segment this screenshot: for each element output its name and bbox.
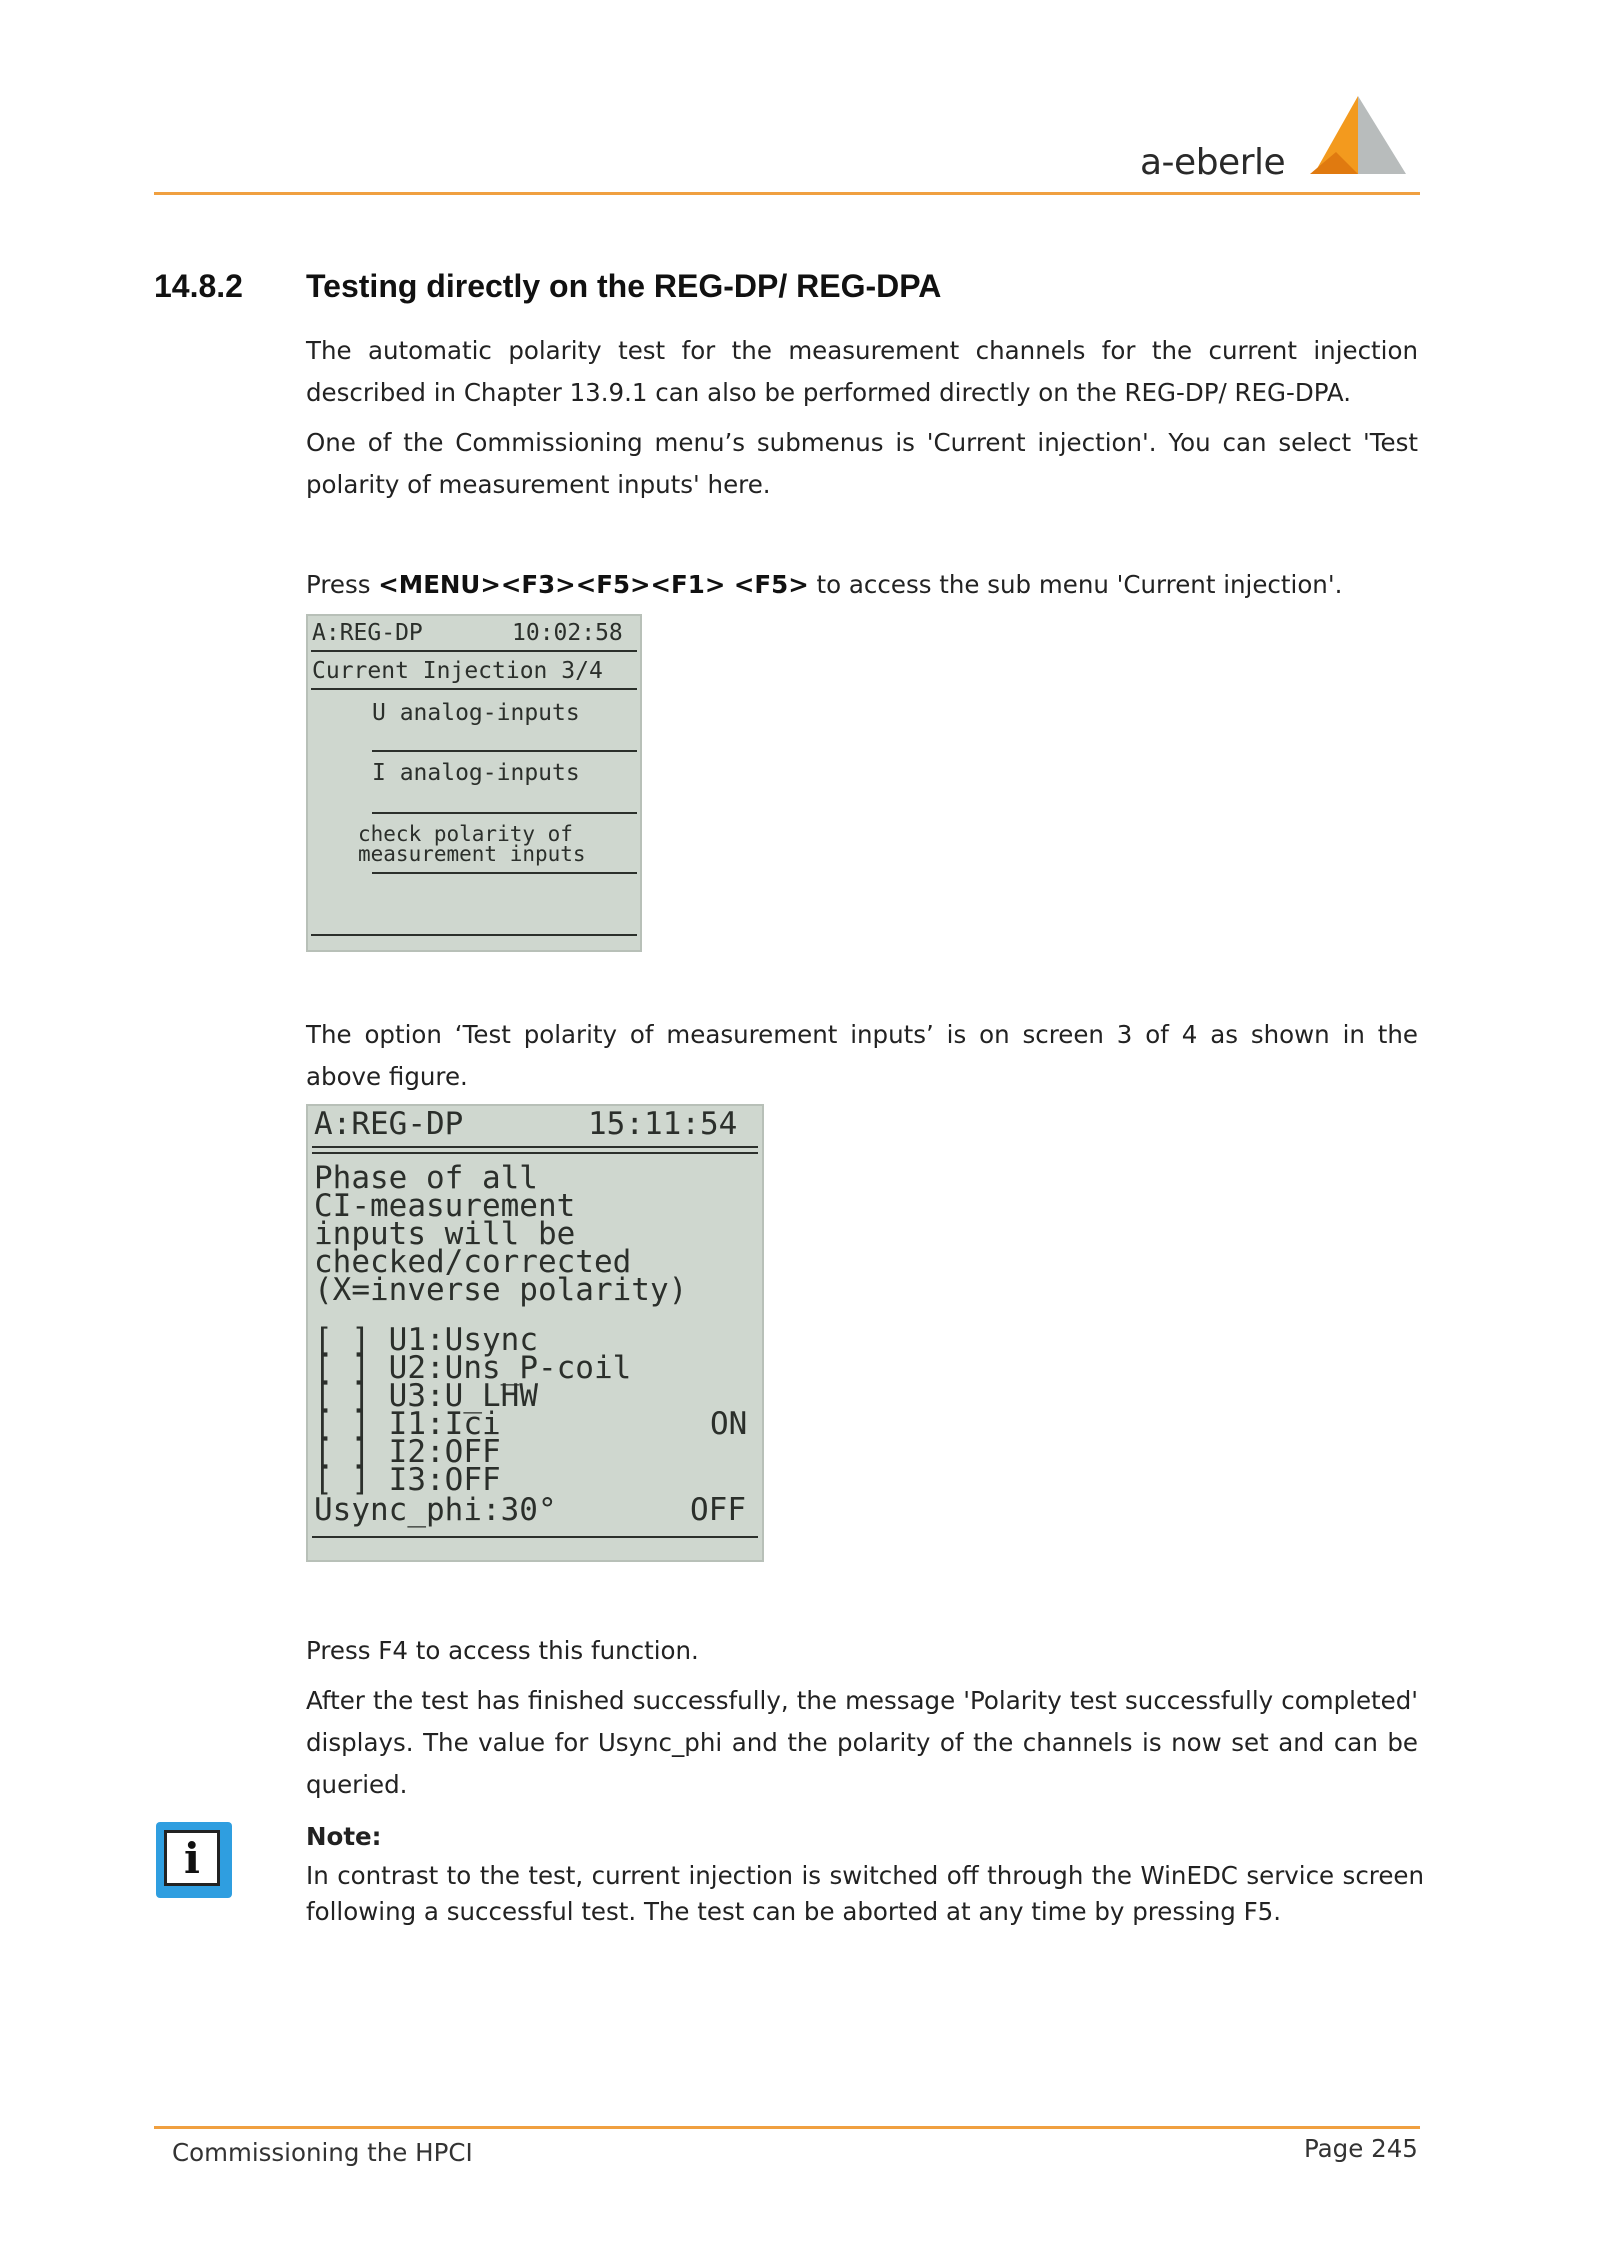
screen1-time: 10:02:58 [512,620,623,646]
screen2-text-line: CI-measurement [314,1188,576,1224]
screen1-divider [372,872,637,874]
info-icon: i [156,1822,232,1898]
paragraph-option-location: The option ‘Test polarity of measurement inputs’ is on screen 3 of 4 as shown in the above figure. [306,1020,1418,1091]
screen1-device: A:REG-DP [312,620,423,646]
screen1-divider [372,750,637,752]
footer-page-number: Page 245 [1304,2134,1418,2163]
note-title: Note: [306,1822,382,1851]
screen1-menu-item-check-polarity: check polarity of [358,822,573,846]
paragraph-submenu: One of the Commissioning menu’s submenus is 'Current injection'. You can select 'Test polarity of measurement inputs' here. [306,428,1418,499]
channel-checkbox: [ ] [314,1434,370,1470]
footer-chapter: Commissioning the HPCI [172,2138,473,2167]
channel-checkbox: [ ] [314,1378,370,1414]
screen1-menu-item-i-analog: I analog-inputs [372,760,580,786]
screen2-header-divider [312,1146,758,1148]
channel-label: I1:Ici [388,1406,501,1442]
screen2-header-divider [312,1152,758,1154]
paragraph-test-finished: After the test has finished successfully, the message 'Polarity test successfully completed' displays. The value for Usync_phi and the polarity of the channels is now set and can be queried. [306,1686,1418,1799]
screen1-divider [372,812,637,814]
screen2-text-line: Phase of all [314,1160,538,1196]
brand-logo-icon [1306,92,1410,178]
screen2-text-line: (X=inverse polarity) [314,1272,688,1308]
brand-logo-text: a-eberle [1140,142,1286,183]
screen1-menu-item-check-polarity-2: measurement inputs [358,842,586,866]
screen2-time: 15:11:54 [588,1106,738,1142]
screen2-text-line: inputs will be [314,1216,576,1252]
note-text: In contrast to the test, current injection is switched off through the WinEDC service screen following a successful test. The test can be aborted at any time by pressing F5. [306,1861,1424,1926]
header-rule [154,192,1420,195]
section-title: Testing directly on the REG-DP/ REG-DPA [306,268,942,304]
paragraph-press-f4: Press F4 to access this function. [306,1636,699,1665]
channel-label: I2:OFF [388,1434,501,1470]
screen2-channel-row [314,1462,762,1498]
channel-checkbox: [ ] [314,1406,370,1442]
screen1-header-divider [311,650,637,652]
usync-phi-label: Usync_phi:30° [314,1492,557,1528]
screen2-bottom-divider [312,1536,758,1538]
key-sequence: <MENU><F3><F5><F1> <F5> [378,570,809,599]
channel-checkbox: [ ] [314,1462,370,1498]
channel-label: U2:Uns_P-coil [388,1350,632,1386]
screen2-text-line: checked/corrected [314,1244,632,1280]
usync-phi-state: OFF [690,1492,746,1528]
screen2-device: A:REG-DP [314,1106,464,1142]
screen1-menu-item-u-analog: U analog-inputs [372,700,580,726]
channel-state: ON [710,1406,748,1442]
channel-label: I3:OFF [388,1462,501,1498]
screen1-title-divider [311,688,637,690]
paragraph-keys [306,564,1418,606]
channel-label: U1:Usync [388,1322,538,1358]
channel-checkbox: [ ] [314,1350,370,1386]
lcd-screen-current-injection [306,614,642,952]
section-number: 14.8.2 [154,268,243,304]
footer-rule [154,2126,1420,2129]
lcd-screen-polarity-test [306,1104,764,1562]
keys-suffix: to access the sub menu 'Current injection'. [808,570,1343,599]
channel-checkbox: [ ] [314,1322,370,1358]
channel-label: U3:U_LHW [388,1378,538,1414]
screen1-title: Current Injection 3/4 [312,658,603,684]
keys-prefix: Press [306,570,379,599]
paragraph-intro: The automatic polarity test for the measurement channels for the current injection described in Chapter 13.9.1 can also be performed directly on the REG-DP/ REG-DPA. [306,336,1418,407]
screen1-bottom-divider [311,934,637,936]
